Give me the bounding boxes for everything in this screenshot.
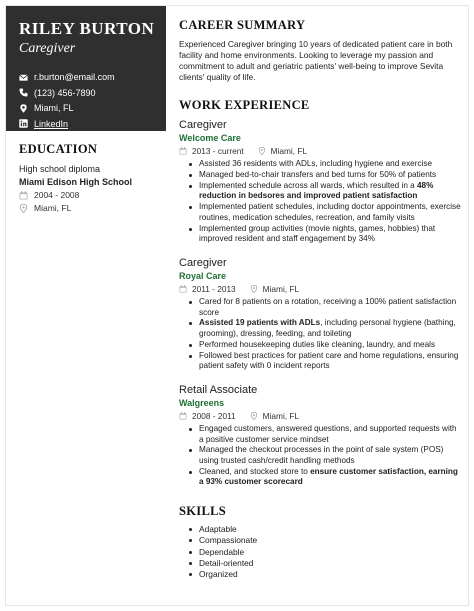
skill-item: Organized xyxy=(193,569,461,580)
job-location xyxy=(258,146,307,156)
jobs-list xyxy=(179,119,461,488)
phone-text: (123) 456-7890 xyxy=(34,87,96,98)
candidate-name: RILEY BURTON xyxy=(19,19,155,38)
map-pin-icon xyxy=(250,285,258,293)
linkedin-icon xyxy=(19,119,28,128)
bullet-text: Implemented group activities (movie nights, games, hobbies) that improved resident and staff engagement by 34% xyxy=(199,223,436,244)
map-pin-icon xyxy=(258,147,266,155)
job-bullet xyxy=(193,297,461,318)
bullet-bold-text: Assisted 19 patients with ADLs xyxy=(199,318,321,328)
education-dates xyxy=(19,190,159,200)
skills-title: SKILLS xyxy=(179,504,226,519)
education-school: Miami Edison High School xyxy=(19,177,133,187)
bullet-text: Engaged customers, answered questions, and supported requests with a positive customer service mindset xyxy=(199,423,457,444)
job-entry xyxy=(179,257,461,372)
job-bullet xyxy=(193,424,461,445)
job-bullet xyxy=(193,181,461,202)
job-bullet xyxy=(193,445,461,466)
job-entry xyxy=(179,384,461,488)
job-title: Caregiver xyxy=(179,119,227,132)
candidate-role: Caregiver xyxy=(19,41,76,56)
summary-text: Experienced Caregiver bringing 10 years of dedicated patient care in both facility and home environments. Looking to leverage my passion and commitment to adult and geriatric patients' well-being to improve Sevita clients' quality of life. xyxy=(179,39,453,83)
bullet-text-tail: , including personal hygiene (bathing, grooming), dressing, feeding, and toileting xyxy=(199,318,456,339)
bullet-text: Implemented schedule across all wards, which resulted in a xyxy=(199,180,417,190)
bullet-text: Cleaned, and stocked store to xyxy=(199,466,311,476)
job-location xyxy=(250,284,299,294)
phone-icon xyxy=(19,88,28,97)
job-bullet xyxy=(193,467,461,488)
bullet-text: Managed bed-to-chair transfers and bed turns for 50% of patients xyxy=(199,170,437,180)
contact-email[interactable] xyxy=(19,70,115,84)
skills-list xyxy=(179,524,461,580)
job-dates: 2008 - 2011 xyxy=(192,410,236,421)
job-bullet xyxy=(193,170,461,181)
job-dates: 2011 - 2013 xyxy=(192,284,236,294)
job-company: Walgreens xyxy=(179,397,225,408)
job-entry xyxy=(179,119,461,245)
calendar-icon xyxy=(179,285,187,293)
job-bullet xyxy=(193,351,461,372)
map-pin-icon xyxy=(19,204,28,213)
calendar-icon xyxy=(179,147,187,155)
education-dates-text: 2004 - 2008 xyxy=(34,190,80,200)
job-location-text: Miami, FL xyxy=(262,284,300,294)
bullet-bold-text: 48% reduction in bedsores and improved patient satisfaction xyxy=(199,180,434,201)
bullet-text: Performed housekeeping duties like cleaning, laundry, and meals xyxy=(199,339,436,349)
job-location-text: Miami, FL xyxy=(270,146,308,157)
education-section xyxy=(19,142,159,213)
job-meta xyxy=(179,284,461,294)
linkedin-link[interactable]: LinkedIn xyxy=(34,118,69,129)
job-meta xyxy=(179,146,461,156)
skill-item: Adaptable xyxy=(193,524,461,535)
job-title: Retail Associate xyxy=(179,383,258,396)
bullet-text: Cared for 8 patients on a rotation, receiving a 100% patient satisfaction score xyxy=(199,297,457,317)
calendar-icon xyxy=(179,412,187,420)
bullet-bold-text: ensure customer satisfaction, earning a 93% customer scorecard xyxy=(199,466,458,487)
calendar-icon xyxy=(19,191,28,200)
bullet-text: Managed the checkout processes in the point of sale system (POS) using trusted cash/credit handling methods xyxy=(199,445,444,466)
job-bullet xyxy=(193,318,461,339)
education-location-text: Miami, FL xyxy=(34,203,72,213)
job-meta xyxy=(179,411,461,421)
bullet-text: Assisted 36 residents with ADLs, including hygiene and exercise xyxy=(199,159,433,169)
location-text: Miami, FL xyxy=(34,103,74,113)
resume-page xyxy=(6,6,468,605)
education-location xyxy=(19,203,159,213)
skill-item: Detail-oriented xyxy=(193,558,461,569)
work-title: WORK EXPERIENCE xyxy=(179,98,310,113)
job-bullet xyxy=(193,159,461,170)
job-location xyxy=(250,411,299,421)
contact-location xyxy=(19,101,115,115)
job-bullets xyxy=(179,159,461,245)
header-panel xyxy=(6,6,166,131)
bullet-text: Implemented patient schedules, including doctor appointments, exercise routines, medication schedules, recreation, and family visits xyxy=(199,202,461,222)
job-bullet xyxy=(193,340,461,351)
contact-list xyxy=(19,70,115,132)
job-bullets xyxy=(179,297,461,372)
summary-title: CAREER SUMMARY xyxy=(179,18,306,32)
map-pin-icon xyxy=(19,104,28,113)
job-location-text: Miami, FL xyxy=(262,410,300,421)
job-bullet xyxy=(193,202,461,223)
job-title: Caregiver xyxy=(179,257,227,269)
education-degree: High school diploma xyxy=(19,164,101,174)
skill-item: Compassionate xyxy=(193,535,461,546)
email-text: r.burton@email.com xyxy=(34,72,115,82)
job-company: Royal Care xyxy=(179,271,227,281)
skill-item: Dependable xyxy=(193,547,461,558)
job-bullet xyxy=(193,224,461,245)
contact-linkedin[interactable] xyxy=(19,117,115,131)
job-dates: 2013 - current xyxy=(192,146,244,157)
envelope-icon xyxy=(19,73,28,82)
contact-phone[interactable] xyxy=(19,86,115,100)
job-bullets xyxy=(179,424,461,488)
bullet-text: Followed best practices for patient care and home regulations, ensuring patient safety with 0 incident reports xyxy=(199,350,459,371)
education-title: EDUCATION xyxy=(19,142,98,156)
job-company: Welcome Care xyxy=(179,133,241,144)
map-pin-icon xyxy=(250,412,258,420)
main-column xyxy=(179,18,461,580)
